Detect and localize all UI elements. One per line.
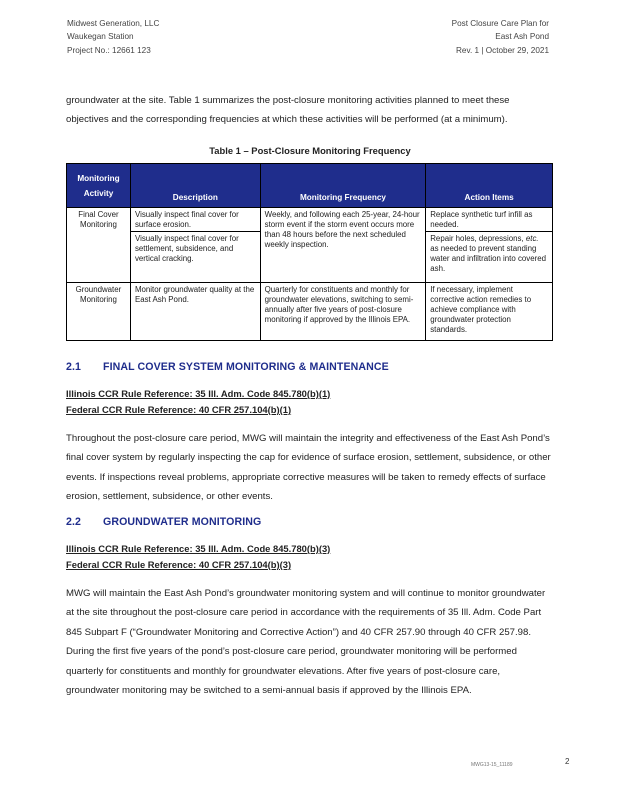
section-2-2-number: 2.2 (66, 516, 82, 528)
table-row (67, 208, 553, 232)
intro-paragraph: groundwater at the site. Table 1 summarizes the post-closure monitoring activities planned to meet these objectives and the corresponding frequencies at which these activities will be performed (at a minimum). (66, 95, 510, 126)
col-header-description: Description (130, 164, 260, 208)
table-row (67, 283, 553, 341)
footer-document-code: MWG13-15_11189 (471, 762, 513, 768)
cell-groundwater-activity: Groundwater Monitoring (67, 283, 131, 341)
cell-final-cover-action-turf: Replace synthetic turf infill as needed. (426, 208, 553, 232)
header-revision: Rev. 1 | October 29, 2021 (456, 45, 549, 55)
cell-final-cover-frequency: Weekly, and following each 25-year, 24-hour storm event if the storm event occurs more than 48 hours before the next scheduled weekly inspection. (260, 208, 426, 283)
header-right (452, 17, 549, 57)
col-header-activity: Monitoring Activity (67, 164, 131, 208)
table-header-row (67, 164, 553, 208)
page-number: 2 (565, 757, 570, 766)
section-2-1-federal-reference: Federal CCR Rule Reference: 40 CFR 257.104(b)(1) (66, 404, 292, 415)
header-doc-subject: East Ash Pond (495, 32, 549, 42)
section-2-2-illinois-reference: Illinois CCR Rule Reference: 35 Ill. Adm. Code 845.780(b)(3) (66, 543, 331, 554)
cell-final-cover-action-repair (426, 232, 553, 283)
col-header-frequency: Monitoring Frequency (260, 164, 426, 208)
monitoring-table (66, 163, 553, 341)
section-2-2-heading (66, 516, 261, 528)
header-left (67, 17, 159, 57)
col-header-action: Action Items (426, 164, 553, 208)
table-title: Table 1 – Post-Closure Monitoring Frequency (209, 145, 411, 156)
section-2-1-title: FINAL COVER SYSTEM MONITORING & MAINTENANCE (103, 361, 389, 373)
action-repair-etc: etc. (525, 234, 539, 243)
cell-final-cover-activity: Final Cover Monitoring (67, 208, 131, 283)
header-doc-title: Post Closure Care Plan for (451, 19, 549, 28)
cell-final-cover-desc-erosion: Visually inspect final cover for surface erosion. (130, 208, 260, 232)
header-station: Waukegan Station (67, 32, 134, 42)
action-repair-text-2: as needed to prevent standing water and infiltration into covered ash. (430, 244, 547, 273)
section-2-2-title: GROUNDWATER MONITORING (103, 516, 262, 528)
header-company: Midwest Generation, LLC (67, 19, 160, 28)
section-2-1-number: 2.1 (66, 361, 82, 373)
section-2-1-heading (66, 361, 389, 373)
cell-groundwater-frequency: Quarterly for constituents and monthly for groundwater elevations, switching to semi-annually after five years of post-closure monitoring if approved by the Illinois EPA. (260, 283, 426, 341)
section-2-1-body: Throughout the post-closure care period, MWG will maintain the integrity and effectiveness of the East Ash Pond’s final cover system by regularly inspecting the cap for evidence of surface erosion, settlement, subsidence, or other events. If inspections reveal problems, appropriate corrective measures will be taken to remedy effects of surface erosion, settlement, subsidence, or other events. (66, 433, 551, 503)
section-2-2-federal-reference: Federal CCR Rule Reference: 40 CFR 257.104(b)(3) (66, 559, 292, 570)
cell-final-cover-desc-settlement: Visually inspect final cover for settlement, subsidence, and vertical cracking. (130, 232, 260, 283)
section-2-1-illinois-reference: Illinois CCR Rule Reference: 35 Ill. Adm. Code 845.780(b)(1) (66, 388, 331, 399)
cell-groundwater-action: If necessary, implement corrective action remedies to achieve compliance with groundwater protection standards. (426, 283, 553, 341)
section-2-2-body: MWG will maintain the East Ash Pond’s groundwater monitoring system and will continue to monitor groundwater at the site throughout the post-closure care period in accordance with the requirements of 35 Ill. Adm. Code Part 845 Subpart F (“Groundwater Monitoring and Corrective Action”) and 40 CFR 257.90 through 40 CFR 257.98. During the first five years of the pond’s post-closure care period, groundwater monitoring will be performed quarterly for constituents and monthly for groundwater elevations. After five years of post-closure care, groundwater monitoring may be switched to a semi-annual basis if approved by the Illinois EPA. (66, 588, 546, 697)
action-repair-text-1: Repair holes, depressions, (430, 234, 526, 243)
header-project-number: Project No.: 12661 123 (67, 45, 151, 55)
cell-groundwater-description: Monitor groundwater quality at the East Ash Pond. (130, 283, 260, 341)
